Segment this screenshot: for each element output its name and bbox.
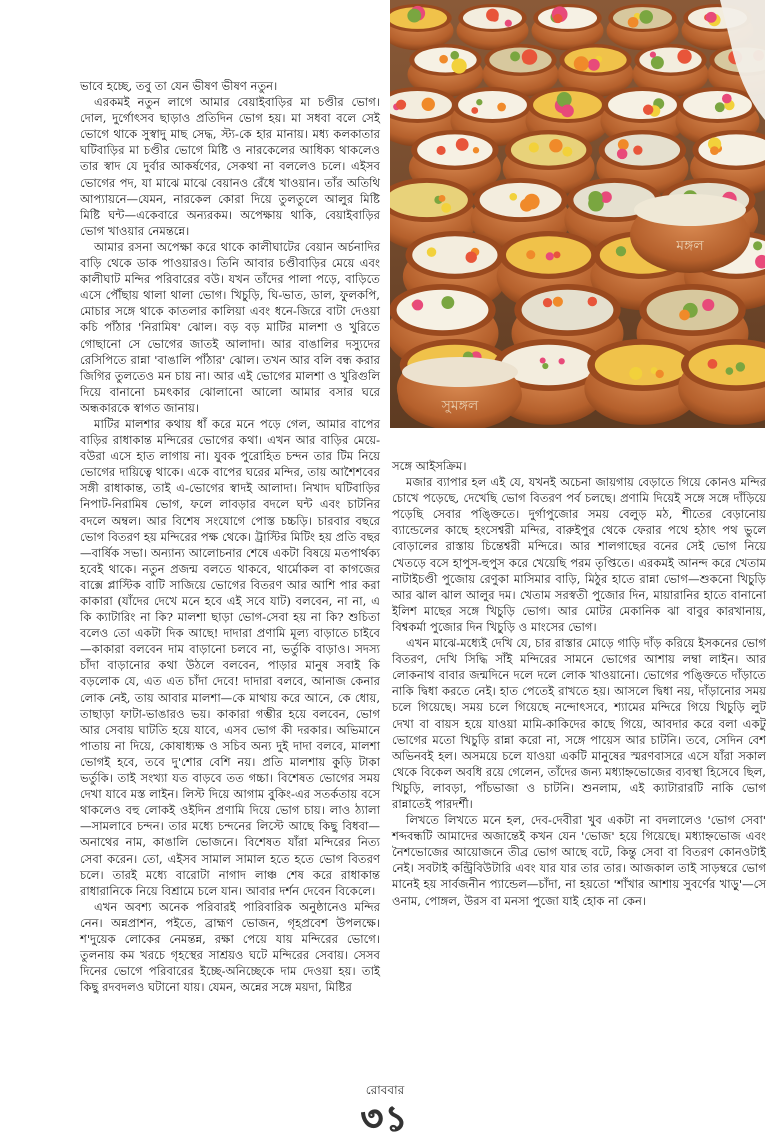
article-right-column (392, 458, 766, 909)
magazine-name: রোববার (365, 1083, 405, 1097)
pot-offering (639, 48, 701, 73)
flower-garnish (708, 359, 718, 369)
flower-garnish (588, 297, 598, 307)
flower-garnish (715, 102, 725, 112)
flower-garnish (553, 297, 563, 307)
flower-garnish (526, 250, 535, 259)
flower-garnish (726, 367, 734, 375)
flower-garnish (753, 241, 762, 250)
paragraph: আমার রসনা অপেক্ষা করে থাকে কালীঘাটের বেয়ান অর্চনাদির বাড়ি থেকে ডাক পাওয়ারও। তিনি আবার চণ্ডীবাড়ির মেয়ে এবং কালীঘাট মন্দির পরিবারের বউ। যখন তাঁদের পালা পড়ে, বাড়িতে এসে পৌঁছায় থালা থালা ভোগ। খিচুড়ি, ঘি-ভাত, ডাল, ফুলকপি, মোচার সঙ্গে থাকে কাতলার কালিয়া এবং ধনে-জিরে বাটা দেওয়া কচি পাঁঠার 'নিরামিষ' ঝোল। বড় বড় মাটির মালশা ও খুরিতে গোছানো সে ভোগের জাতই আলাদা। আর বাঙালির দস্যুদের রেসিপিতে রান্না 'বাঙালি পাঁঠার' ঝোল। তখন আর বলি বন্ধ করার জিগির তুলতেও মন চায় না। আর এই ভোগের মালশা ও খুরিগুলি দিয়ে বানানো চমৎকার ঝোলানো আলো আমার বসার ঘরে অন্ধকারকে স্বাগত জানায়। (80, 239, 380, 415)
flower-garnish (588, 191, 602, 205)
pot-offering (522, 290, 614, 331)
flower-garnish (561, 104, 574, 117)
flower-garnish (407, 9, 421, 23)
paragraph: এখন মাঝে-মধ্যেই দেখি যে, চার রাস্তার মোড়ে গাড়ি দাঁড় করিয়ে ইসকনের ভোগ বিতরণ, দেখি সিদ্ধি সাঁই মন্দিরের সামনে ভোগের আশায় লম্বা লাইন। আর লোকনাথ বাবার জন্মদিনে দলে দলে লোক খাওয়ানো। ভোগের পঙ্ক্তিতে দাঁড়াতে নাকি দ্বিধা করতে নেই। হাত পেতেই রাখতে হয়। আসলে দ্বিধা নয়, দাঁড়ানোর সময় চলে গিয়েছে। সময় চলে গিয়েছে নন্দোৎসবে, শ্যামের মন্দিরে গিয়ে খিচুড়ি লুট দেখা বা বায়স হয়ে যাওয়া মামি-কাকিদের কাছে গিয়ে, আবদার করে বলা একটু ভোগের মতো খিচুড়ি রান্না করো না, সঙ্গে পায়েস আর চাটনি। তবে, সেদিন বেশ অভিনবই হল। অসময়ে চলে যাওয়া একটি মানুষের স্মরণবাসরে এসে যাঁরা সকাল থেকে বিকেল অবধি রয়ে গেলেন, তাঁদের জন্য মধ্যাহ্নভোজের ব্যবস্থা হিসেবে ছিল, খিচুড়ি, লাবড়া, পাঁচভাজা ও চাটনি। শুনলাম, এই ক্যাটারারটি নাকি ভোগ রান্নাতেই পারদর্শী। (392, 636, 766, 811)
pot-inscription: সুমঙ্গল (441, 398, 479, 414)
flower-garnish (553, 14, 562, 23)
paragraph: মাটির মালশার কথায় ধাঁ করে মনে পড়ে গেল, আমার বাপের বাড়ির রাধাকান্ত মন্দিরের ভোগের কথা। এখন আর বাড়ির মেয়ে-বউরা এসে হাত লাগায় না। যুবক পুরোহিত চন্দন তার টিম নিয়ে ভোগের দায়িত্বে থাকে। একে বাপের ঘরের মন্দির, তায় আশৈশবের সঙ্গী রাধাকান্ত, তাই এ-ভোগের স্বাদই আলাদা। নিখাদ ঘটিবাড়ির নিপাট-নিরামিষ ভোগ, ফলে লাবড়ার বদলে ঘন্ট এবং চাটনির বদলে অম্বল। আর বিশেষ সংযোগে পোস্ত চচ্চড়ি। চারবার বছরে ভোগ বিতরণ হয় মন্দিরের পক্ষ থেকে। ট্রাস্টির মিটিং হয় প্রতি বছর—বার্ষিক সভা। অন্যান্য আলোচনার শেষে একটা বিষয়ে মতপার্থক্য হবেই থাকে। নতুন প্রজন্ম বলতে থাকবে, থার্মোকল বা কাগজের বাক্সে প্লাস্টিক বাটি সাজিয়ে ভোগের বিতরণ আর আশি পার করা কাকারা (যাঁদের দেখে মনে হবে এই সবে যাট) বলবেন, না না, এ কি ক্যাটারিং না কি? মালশা ছাড়া ভোগ-সেবা হয় না কি? শুচিতা বলেও তো একটা দিক আছে! দাদারা প্রণামি মূল্য বাড়াতে চাইবে—কাকারা বলবেন দাম বাড়ানো চলবে না, ভর্তুকি বাড়াও। সদস্য চাঁদা বাড়ানোর কথা উঠলে বলবেন, পাড়ার মানুষ সবাই কি বড়লোক যে, এত এত চাঁদা দেবে! দাদারা বলবে, আনাজ কেনার লোক নেই, তায় আবার মালশা—কে মাথায় করে আনে, কে ধোয়, তাছাড়া ফাটা-ভাঙারও ভয়। কাকারা গম্ভীর হয়ে বলবেন, ভোগ আর সেবায় ঘাটতি হয়ে যাবে, এসব ভোগ কী দরকার। অভিমানে পাতায় না দিয়ে, কোষাধ্যক্ষ ও সচিব অন্য দুই দাদা বলবে, মালশা ভোগই হবে, তবে দু'শোর বেশি নয়। প্রতি মালশায় কুড়ি টাকা ভর্তুকি। তাই সংখ্যা যত বাড়বে তত গচ্চা। বিশেষত ভোগের সময় দেখা যাবে মস্ত লাইন। লিস্ট দিয়ে আগাম বুকিং-এর সতর্কতায় বসে থাকলেও বহু লোকই ওইদিন প্রণামি দিয়ে ভোগ চায়। লাও ঠ্যালা—সামলাবে চন্দন। তার মধ্যে চন্দনের লিস্টে আছে কিছু বিধবা—অনাথের নাম, কাঙালি ভোজনে। বিশেষত যাঁরা মন্দিরের নিত্য সেবা করেন। তো, এইসব সামাল সামাল হতে হতে ভোগ বিতরণ চলে। তারই মধ্যে বারোটা নাগাদ লাঞ্চ শেষ করে রাধাকান্ত রাধারানিকে নিয়ে বিশ্রামে চলে যান। আবার দর্শন দেবেন বিকেলে। (80, 416, 380, 898)
flower-garnish (542, 363, 548, 369)
flower-garnish (656, 370, 664, 378)
flower-garnish (650, 52, 656, 58)
flower-garnish (736, 362, 745, 371)
pot-offering (595, 345, 690, 386)
flower-garnish (456, 138, 469, 151)
flower-garnish (562, 147, 572, 157)
flower-garnish (439, 55, 448, 64)
pot-offering (489, 48, 551, 73)
paragraph: এখন অবশ্য অনেক পরিবারই পারিবারিক অনুষ্ঠানেও মন্দির নেন। অন্নপ্রাশন, পইতে, ব্রাহ্মণ ভোজন, গৃহপ্রবেশ উপলক্ষে। শ'দুয়েক লোকের নেমন্তন্ন, রক্ষা পেয়ে যায় মন্দিরের ভোগে। তুলনায় কম খরচে গৃহস্থের সাশ্রয়ও ঘটে মন্দিরের সেবায়। সেসব দিনের ভোগে পরিবারের ইচ্ছে-অনিচ্ছেকে দাম দেওয়া হয়। তাই কিছু রদবদলও ঘটানো যায়। যেমন, অন্নের সঙ্গে ময়দা, মিষ্টির (80, 899, 380, 995)
flower-garnish (722, 94, 732, 104)
flower-garnish (471, 107, 478, 114)
flower-garnish (476, 99, 482, 105)
flower-garnish (441, 203, 451, 213)
flower-garnish (451, 58, 466, 73)
flower-garnish (529, 142, 539, 152)
flower-garnish (522, 49, 538, 65)
flower-garnish (554, 251, 561, 258)
flower-garnish (546, 252, 554, 260)
flower-garnish (559, 358, 565, 364)
flower-garnish (412, 299, 423, 310)
flower-garnish (437, 146, 446, 155)
flower-garnish (677, 49, 691, 63)
flower-garnish (510, 51, 520, 61)
pot-offering (412, 236, 497, 273)
bhog-photo (390, 0, 765, 428)
flower-garnish (706, 12, 717, 23)
pot-offering (480, 183, 562, 217)
flower-garnish (466, 251, 477, 262)
pot-offering (511, 134, 586, 165)
pot-offering (458, 91, 527, 119)
flower-garnish (574, 56, 589, 71)
flower-garnish (679, 310, 690, 321)
pot-offering (608, 91, 677, 119)
flower-garnish (702, 299, 714, 311)
flower-garnish (629, 367, 642, 380)
flower-garnish (557, 92, 572, 107)
flower-garnish (639, 10, 653, 24)
flower-garnish (427, 247, 436, 256)
flower-garnish (710, 146, 719, 155)
flower-garnish (643, 105, 653, 115)
paragraph: ভাবে হচ্ছে, তবু তা যেন ভীষণ ভীষণ নতুন। (80, 79, 278, 93)
flower-garnish (616, 246, 626, 256)
flower-garnish (633, 146, 642, 155)
paragraph: মজার ব্যাপার হল এই যে, যখনই অচেনা জায়গায় বেড়াতে গিয়ে কোনও মন্দির চোখে পড়েছে, দেখেছি ভোগ বিতরণ পর্ব চলছে। প্রণামি দিয়েই সঙ্গে সঙ্গে দাঁড়িয়ে পড়েছি সেবার পঙ্ক্তিতে। দুর্গাপুজোর সময় বেলুড় মঠ, শীতের বেড়ানোয় ব্যান্ডেলের কাছে হংসেশ্বরী মন্দির, বারুইপুর থেকে ফেরার পথে হঠাৎ পথ ভুলে বোড়ালের রাস্তায় চিন্তেশ্বরী মন্দিরে। আর শালগাছের বনের সেই ভোগ নিয়ে খেতড়ে বসে হাপুস-হুপুস করে খেয়েছি পরম তৃপ্তিতে। এরকমই আনন্দ করে খেতাম নাটাইচণ্ডী পুজোয় রেণুকা মাসিমার বাড়ি, মিঠুর হাতে রান্না ভোগ—শুকনো খিচুড়ি আর ঝাল ঝাল আলুর দম। খেতাম সরস্বতী পুজোর দিন, মায়ারানির হাতে বানানো ইলিশ মাছের সঙ্গে খিচুড়ি ভোগ। আর মোটর মেকানিক ঝা বাবুর কারখানায়, বিশ্বকর্মা পুজোর দিন খিচুড়ি ও মাংসের ভোগ। (392, 475, 766, 634)
paragraph: সঙ্গে আইসক্রিম। (392, 459, 467, 473)
flower-garnish (396, 100, 406, 110)
flower-garnish (439, 195, 446, 202)
flower-garnish (497, 103, 506, 112)
flower-garnish (505, 20, 512, 27)
pot-offering (538, 7, 597, 29)
flower-garnish (540, 358, 546, 364)
flower-garnish (628, 17, 639, 28)
flower-garnish (441, 296, 454, 309)
flower-garnish (473, 147, 479, 153)
flower-garnish (617, 149, 628, 160)
paragraph: লিখতে লিখতে মনে হল, দেব-দেবীরা খুব একটা না বদলালেও 'ভোগ সেবা' শব্দবন্ধটি আমাদের অজান্তেই কখন যেন 'ভোজ' হয়ে গিয়েছে। মধ্যাহ্নভোজ এবং নৈশভোজের আয়োজনে তীব্র ভোগ আছে বটে, কিন্তু সেবা বা বিতরণ কোনওটাই নেই। সবটাই কন্ট্রিবিউটারি এবং যার যার তার তার। আজকাল তাই সাড়ম্বরে ভোগ মানেই হয় সার্বজনীন প্যান্ডেল—চাঁদা, না হয়তো 'শাঁখার আশায় সুবর্ণের খাড়ু'—সে ওনাম, পোঙ্গল, উরস বা মনসা পুজো যাই হোক না কেন। (392, 813, 766, 908)
flower-garnish (651, 56, 664, 69)
flower-garnish (588, 59, 600, 71)
flower-garnish (520, 199, 533, 212)
clay-pots-illustration (390, 0, 765, 428)
paragraph: এরকমই নতুন লাগে আমার বেয়াইবাড়ির মা চণ্ডীর ভোগ। দোল, দুর্গোৎসব ছাড়াও প্রতিদিন ভোগ হয়। মা সধবা বলে সেই ভোগে থাকে সুস্বাদু মাছ সেদ্ধ, স্ট্য-কে হার মানায়। মধ্য কলকাতার ঘটিবাড়ির মা চণ্ডীর ভোগে মিষ্টি ও নারকেলের আধিক্য থাকলেও তার স্বাদ যে দুর্বার আকর্ষণের, সেকথা না বললেও চলে। এইসব ভোগের পদ, যা মাঝে মাঝে বেয়ানও রেঁধে খাওয়ান। তাঁর অতিথি আপ্যায়নে—যেমন, নারকেল কোরা দিয়ে তুলতুলে আলুর মিষ্টি মিষ্টি ঘন্ট—একেবারে অন্যরকম। অপেক্ষায় থাকি, বেয়াইবাড়ির ভোগ খাওয়ার নেমন্তন্নে। (80, 95, 380, 238)
page-footer (300, 1082, 470, 1139)
flower-garnish (491, 14, 499, 22)
pot-inscription: মঙ্গল (676, 238, 704, 254)
flower-garnish (549, 139, 562, 152)
flower-garnish (450, 51, 459, 60)
flower-garnish (422, 98, 435, 111)
flower-garnish (543, 298, 552, 307)
flower-garnish (618, 139, 629, 150)
flower-garnish (509, 193, 517, 201)
page-number: ৩১ (360, 1099, 410, 1139)
article-left-column (80, 78, 380, 995)
pot-offering (417, 134, 492, 165)
pot-offering (397, 290, 489, 331)
